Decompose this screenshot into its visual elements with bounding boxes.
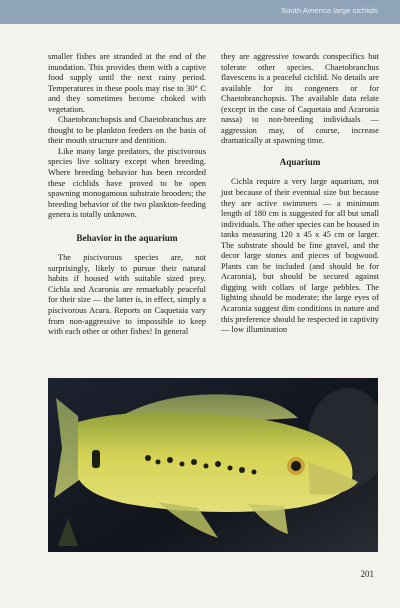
right-column (221, 52, 379, 336)
left-paragraph-4: The piscivorous species are, not surprisingly, likely to pursue their natural habits if housed with suitable sized prey. Cichla and Acaronia are remarkably peaceful for their size — the latter is, in effect, simply a piscivorous Acara. Reports on Caquetaia vary from non-aggressive to impossible to keep with each other or other fishes! In general (48, 253, 206, 337)
right-paragraph-2: Cichla require a very large aquarium, not just because of their eventual size but because they are active swimmers — a minimum length of 180 cm is suggested for all but small individuals. The other species can be housed in tanks measuring 120 x 45 x 45 cm or larger. The substrate should be fine gravel, and the decor large stones and pieces of bogwood. Plants can be included (and should be for Acaronia), but should be secured against digging with collars of large pebbles. The lighting should be moderate; the large eyes of Acaronia suggest dim conditions in nature and this preference should be respected in captivity — low illumination (221, 177, 380, 335)
right-paragraph-1: they are aggressive towards conspecifics but tolerate other species. Chaetobranchus flavescens is a peaceful cichlid. No details are available for its congeners or for Chaetobranchopsis. The available data relate (except in the case of Caquetaia and Acaronia nassa) to non-breeding individuals — aggression may, of course, increase dramatically at spawning time. (221, 52, 379, 146)
header-bar (0, 0, 400, 24)
left-paragraph-1: smaller fishes are stranded at the end of the inundation. This provides them with a captive food supply until the next rainy period. Temperatures in these pools may rise to 30° C and they sometimes become choked with vegetation. (48, 52, 206, 114)
fish-photo (48, 378, 378, 552)
section-heading-aquarium: Aquarium (279, 156, 321, 167)
section-heading-behavior: Behavior in the aquarium (76, 232, 178, 243)
left-paragraph-3: Like many large predators, the piscivorous species live solitary except when breeding. Where breeding behavior has been recorded these cichlids have proved to be open spawning monogamous substrate brooders; the breeding behavior of the two plankton-feeding genera is totally unknown. (48, 146, 206, 220)
page-number: 201 (360, 569, 374, 579)
running-head: South America large cichlids (280, 6, 378, 15)
left-paragraph-2: Chaetobranchopsis and Chaetobranchus are thought to be plankton feeders on the basis of their mouth structure and dentition. (48, 115, 206, 146)
left-column (48, 52, 206, 338)
